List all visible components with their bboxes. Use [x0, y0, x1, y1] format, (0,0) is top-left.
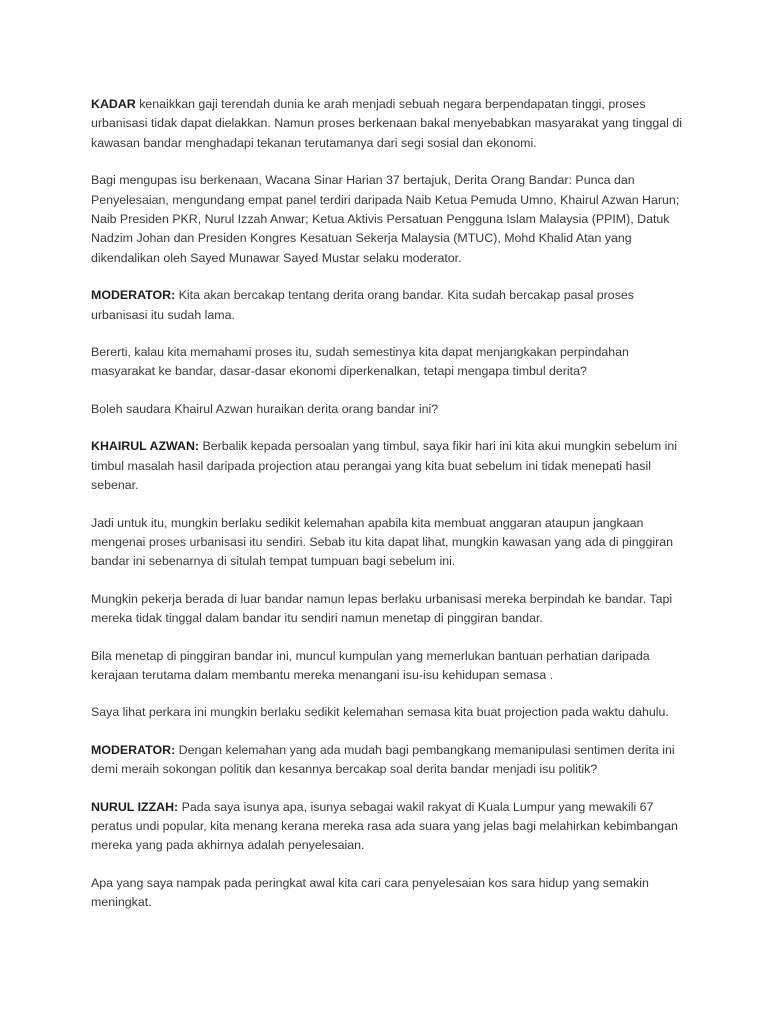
speaker-label: NURUL IZZAH: — [91, 799, 179, 814]
paragraph — [91, 874, 688, 913]
paragraph-text: Apa yang saya nampak pada peringkat awal kita cari cara penyelesaian kos sara hidup yang semakin meningkat. — [91, 875, 649, 910]
paragraph — [91, 400, 688, 419]
paragraph — [91, 590, 688, 629]
paragraph — [91, 286, 688, 325]
paragraph — [91, 647, 688, 686]
paragraph-text: Bagi mengupas isu berkenaan, Wacana Sinar Harian 37 bertajuk, Derita Orang Bandar: Punca dan Penyelesaian, mengundang empat panel terdiri daripada Naib Ketua Pemuda Umno, Khairul Azwan Harun; Naib Presiden PKR, Nurul Izzah Anwar; Ketua Aktivis Persatuan Pengguna Islam Malaysia (PPIM), Datuk Nadzim Johan dan Presiden Kongres Kesatuan Sekerja Malaysia (MTUC), Mohd Khalid Atan yang dikendalikan oleh Sayed Munawar Sayed Mustar selaku moderator. — [91, 173, 680, 265]
paragraph — [91, 343, 688, 382]
paragraph-text: Mungkin pekerja berada di luar bandar namun lepas berlaku urbanisasi mereka berpindah ke bandar. Tapi mereka tidak tinggal dalam bandar itu sendiri namun menetap di pinggiran bandar. — [91, 591, 673, 626]
paragraph-text: Jadi untuk itu, mungkin berlaku sedikit kelemahan apabila kita membuat anggaran ataupun jangkaan mengenai proses urbanisasi itu sendiri. Sebab itu kita dapat lihat, mungkin kawasan yang ada di pinggiran bandar ini sebenarnya di situlah tempat tumpuan bagi sebelum ini. — [91, 515, 674, 569]
paragraph — [91, 514, 688, 572]
speaker-label: KADAR — [91, 97, 136, 111]
speaker-label: KHAIRUL AZWAN: — [91, 439, 200, 454]
paragraph-text: Bererti, kalau kita memahami proses itu, sudah semestinya kita dapat menjangkakan perpindahan masyarakat ke bandar, dasar-dasar ekonomi diperkenalkan, tetapi mengapa timbul derita? — [91, 345, 629, 379]
speaker-label: MODERATOR: — [91, 742, 176, 757]
paragraph-text: Pada saya isunya apa, isunya sebagai wakil rakyat di Kuala Lumpur yang mewakili 67 peratus undi popular, kita menang kerana mereka rasa ada suara yang jelas bagi melahirkan kebimbangan mereka yang pada akhirnya adalah penyelesaian. — [91, 799, 678, 853]
paragraph — [91, 741, 688, 780]
paragraph — [91, 703, 688, 722]
paragraph — [91, 171, 688, 268]
paragraph-text: Kita akan bercakap tentang derita orang bandar. Kita sudah bercakap pasal proses urbanisasi itu sudah lama. — [91, 288, 634, 322]
paragraph-text: Saya lihat perkara ini mungkin berlaku sedikit kelemahan semasa kita buat projection pada waktu dahulu. — [91, 705, 669, 720]
paragraph — [91, 798, 688, 856]
paragraph-text: kenaikkan gaji terendah dunia ke arah menjadi sebuah negara berpendapatan tinggi, proses urbanisasi tidak dapat dielakkan. Namun proses berkenaan bakal menyebabkan masyarakat yang tinggal di kawasan bandar menghadapi tekanan terutamanya dari segi sosial dan ekonomi. — [91, 97, 682, 150]
paragraph-text: Boleh saudara Khairul Azwan huraikan derita orang bandar ini? — [91, 401, 439, 416]
paragraph-text: Bila menetap di pinggiran bandar ini, muncul kumpulan yang memerlukan bantuan perhatian daripada kerajaan terutama dalam membantu mereka menangani isu-isu kehidupan semasa . — [91, 648, 650, 682]
paragraph-text: Dengan kelemahan yang ada mudah bagi pembangkang memanipulasi sentimen derita ini demi meraih sokongan politik dan kesannya bercakap soal derita bandar menjadi isu politik? — [91, 742, 675, 777]
paragraph-text: Berbalik kepada persoalan yang timbul, saya fikir hari ini kita akui mungkin sebelum ini timbul masalah hasil daripada projection atau perangai yang kita buat sebelum ini tidak menepati hasil sebenar. — [91, 439, 678, 493]
speaker-label: MODERATOR: — [91, 288, 176, 303]
paragraph — [91, 437, 688, 495]
paragraph — [91, 95, 688, 153]
